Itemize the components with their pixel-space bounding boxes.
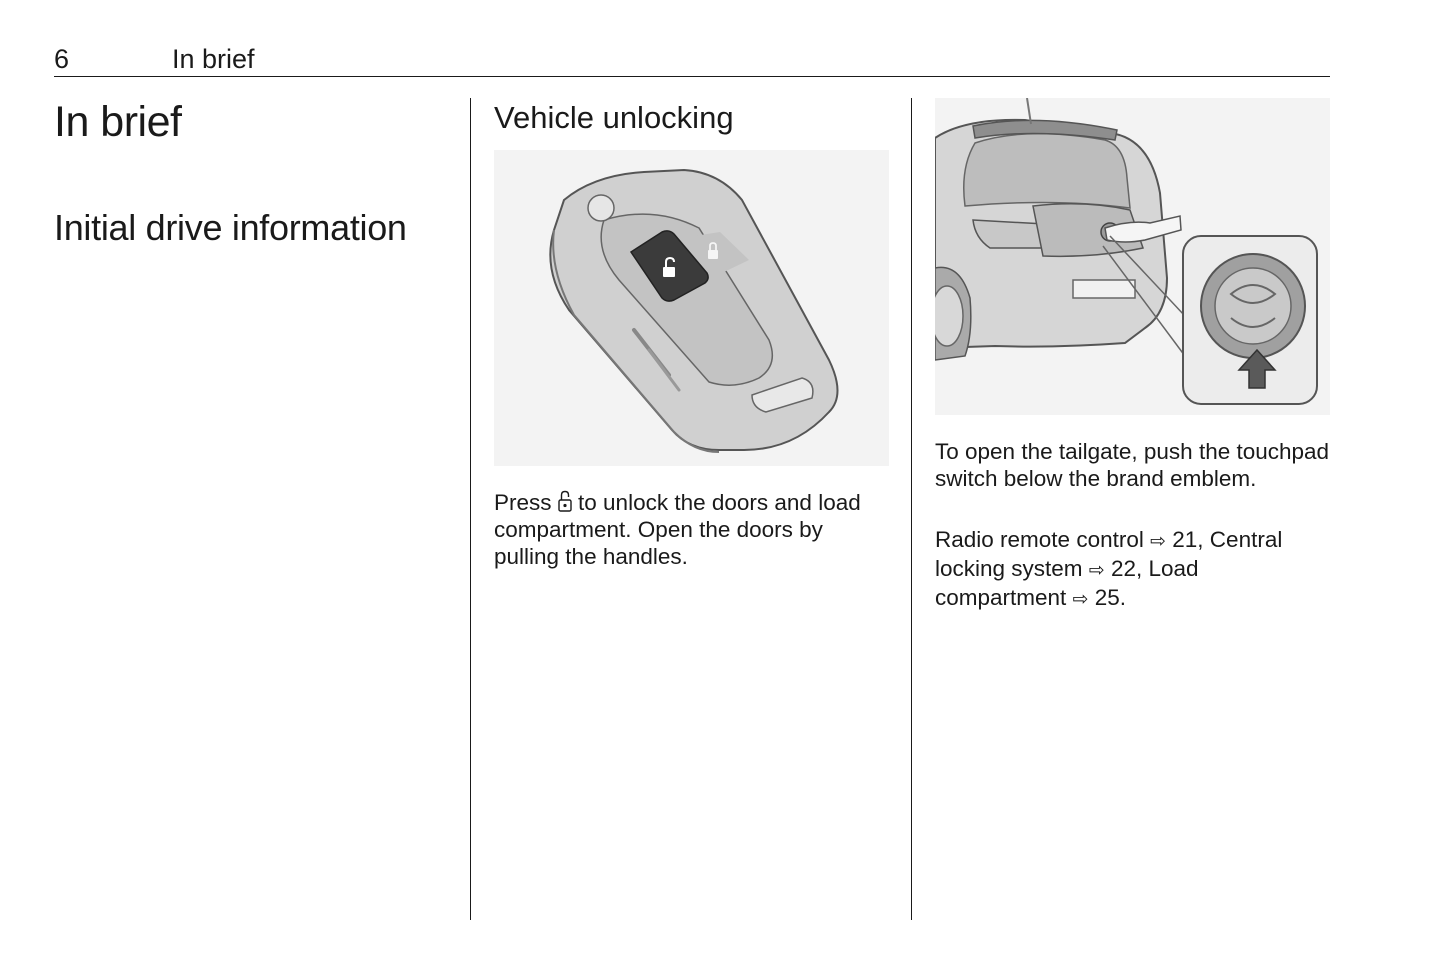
column-divider-1 bbox=[470, 98, 471, 920]
unlock-text-start: Press bbox=[494, 490, 552, 515]
page-number: 6 bbox=[54, 44, 70, 74]
unlock-text-end: to unlock the doors and load compartment. Open the doors by pulling the handles. bbox=[494, 490, 861, 569]
ref-central-locking-text: 21, Central locking system bbox=[935, 527, 1283, 581]
running-title: In brief bbox=[172, 44, 255, 74]
ref-load-compartment-text: 22, Load compartment bbox=[935, 556, 1199, 610]
subsection-title: Vehicle unlocking bbox=[494, 100, 734, 135]
reference-arrow-icon: ⇨ bbox=[1072, 589, 1089, 610]
cross-references bbox=[935, 526, 1330, 613]
page-header bbox=[54, 40, 1330, 77]
section-title: Initial drive information bbox=[54, 207, 407, 248]
unlock-instructions bbox=[494, 489, 894, 570]
column-divider-2 bbox=[911, 98, 912, 920]
chapter-title: In brief bbox=[54, 98, 182, 146]
key-fob-illustration bbox=[494, 150, 889, 466]
reference-arrow-icon: ⇨ bbox=[1150, 531, 1167, 552]
reference-arrow-icon: ⇨ bbox=[1088, 560, 1105, 581]
key-fob-body bbox=[550, 170, 837, 452]
tailgate-instructions: To open the tailgate, push the touchpad switch below the brand emblem. bbox=[935, 439, 1330, 491]
unlock-icon bbox=[558, 490, 572, 512]
ref-end-text: 25. bbox=[1088, 585, 1127, 610]
ref-radio-text: Radio remote control bbox=[935, 527, 1151, 552]
tailgate-illustration bbox=[935, 98, 1330, 415]
